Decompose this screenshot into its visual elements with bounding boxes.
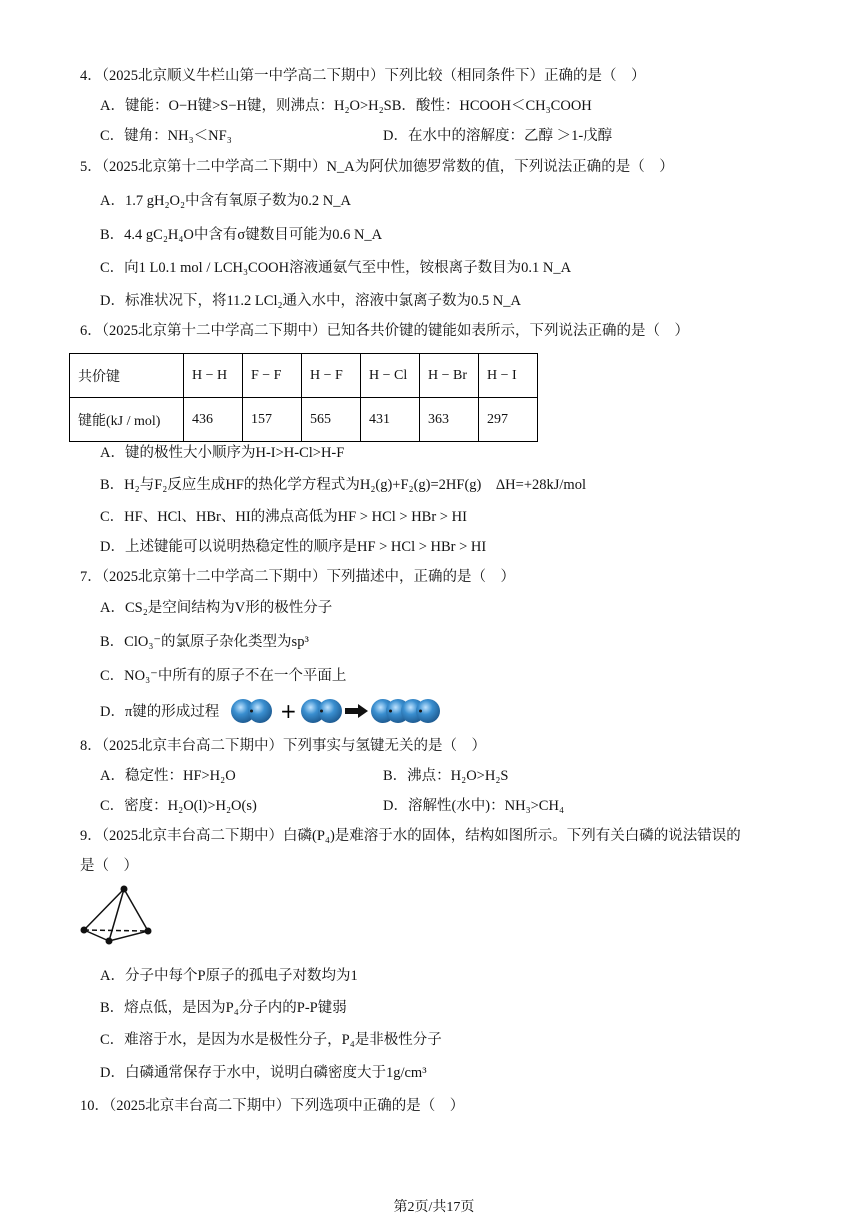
table-cell: 297 [479, 398, 538, 442]
q8-stem: 8．（2025北京丰台高二下期中）下列事实与氢键无关的是（ ） [80, 738, 486, 754]
q6-stem: 6．（2025北京第十二中学高二下期中）已知各共价键的键能如表所示，下列说法正确的是（ ） [80, 323, 689, 339]
q4-option-a: A．键能：O−H键>S−H键，则沸点：H₂O>H₂SB．酸性：HCOOH＜CH₃COOH [100, 98, 592, 114]
p-atom [145, 928, 152, 935]
q5-option-c: C．向1 L0.1 mol / LCH₃COOH溶液通氨气至中性，铵根离子数目为0.1 N_A [100, 260, 572, 276]
p-atom [81, 927, 88, 934]
q7-option-b: B．ClO₃⁻的氯原子杂化类型为sp³ [100, 634, 309, 650]
q4-stem: 4．（2025北京顺义牛栏山第一中学高二下期中）下列比较（相同条件下）正确的是（ ） [80, 68, 646, 84]
table-row [70, 354, 538, 398]
q7-stem: 7．（2025北京第十二中学高二下期中）下列描述中，正确的是（ ） [80, 569, 515, 585]
q5-option-d: D．标准状况下，将11.2 LCl₂通入水中，溶液中氯离子数为0.5 N_A [100, 293, 521, 309]
q7-option-a: A．CS₂是空间结构为V形的极性分子 [100, 600, 333, 616]
pi-bond-formation-diagram [230, 696, 455, 728]
q4-option-d: D．在水中的溶解度：乙醇 ＞1-戊醇 [383, 128, 613, 144]
q6-option-c: C．HF、HCl、HBr、HI的沸点高低为HF > HCl > HBr > HI [100, 509, 467, 525]
table-cell: H − Cl [361, 354, 420, 398]
q5-option-a: A．1.7 gH₂O₂中含有氧原子数为0.2 N_A [100, 193, 351, 209]
table-row [70, 398, 538, 442]
table-cell: 363 [420, 398, 479, 442]
table-header-energy: 键能(kJ / mol) [70, 398, 184, 442]
page-number: 第2页/共17页 [393, 1200, 475, 1215]
p-atom [106, 938, 113, 945]
q8-option-c: C．密度：H₂O(l)>H₂O(s) [100, 798, 257, 814]
q9-option-c: C．难溶于水，是因为水是极性分子，P₄是非极性分子 [100, 1032, 442, 1048]
plus-sign: + [280, 699, 297, 723]
table-cell: 431 [361, 398, 420, 442]
q8-option-a: A．稳定性：HF>H₂O [100, 768, 236, 784]
q6-option-d: D．上述键能可以说明热稳定性的顺序是HF > HCl > HBr > HI [100, 539, 487, 555]
q9-option-d: D．白磷通常保存于水中，说明白磷密度大于1g/cm³ [100, 1065, 427, 1081]
q6-option-a: A．键的极性大小顺序为H-I>H-Cl>H-F [100, 445, 345, 461]
arrow-icon [345, 704, 368, 718]
q4-option-c: C．键角：NH₃＜NF₃ [100, 128, 232, 144]
q8-option-b: B．沸点：H₂O>H₂S [383, 768, 509, 784]
q6-option-b: B．H₂与F₂反应生成HF的热化学方程式为H₂(g)+F₂(g)=2HF(g) ΔH=+28kJ/mol [100, 477, 586, 493]
orbital-pair-right [301, 699, 342, 723]
p-atom [121, 886, 128, 893]
q9-stem-cont: 是（ ） [80, 858, 138, 874]
table-cell: H − H [184, 354, 243, 398]
p4-tetrahedron-diagram [76, 882, 158, 952]
q5-stem: 5．（2025北京第十二中学高二下期中）N_A为阿伏加德罗常数的值，下列说法正确的是（ ） [80, 159, 674, 175]
q9-stem: 9．（2025北京丰台高二下期中）白磷(P₄)是难溶于水的固体，结构如图所示。下列有关白磷的说法错误的 [80, 828, 741, 844]
q9-option-a: A．分子中每个P原子的孤电子对数均为1 [100, 968, 358, 984]
table-header-bond: 共价键 [70, 354, 184, 398]
bond-energy-table [69, 353, 538, 442]
q7-option-c: C．NO₃⁻中所有的原子不在一个平面上 [100, 668, 347, 684]
table-cell: 565 [302, 398, 361, 442]
q9-option-b: B．熔点低，是因为P₄分子内的P-P键弱 [100, 1000, 347, 1016]
q7-option-d: D．π键的形成过程 [100, 704, 220, 720]
q10-stem: 10．（2025北京丰台高二下期中）下列选项中正确的是（ ） [80, 1098, 465, 1114]
table-cell: 436 [184, 398, 243, 442]
table-cell: F − F [243, 354, 302, 398]
orbital-product [371, 699, 440, 723]
table-cell: 157 [243, 398, 302, 442]
table-cell: H − I [479, 354, 538, 398]
table-cell: H − Br [420, 354, 479, 398]
table-cell: H − F [302, 354, 361, 398]
q5-option-b: B．4.4 gC₂H₄O中含有σ键数目可能为0.6 N_A [100, 227, 383, 243]
orbital-pair-left [231, 699, 272, 723]
q8-option-d: D．溶解性(水中)：NH₃>CH₄ [383, 798, 565, 814]
